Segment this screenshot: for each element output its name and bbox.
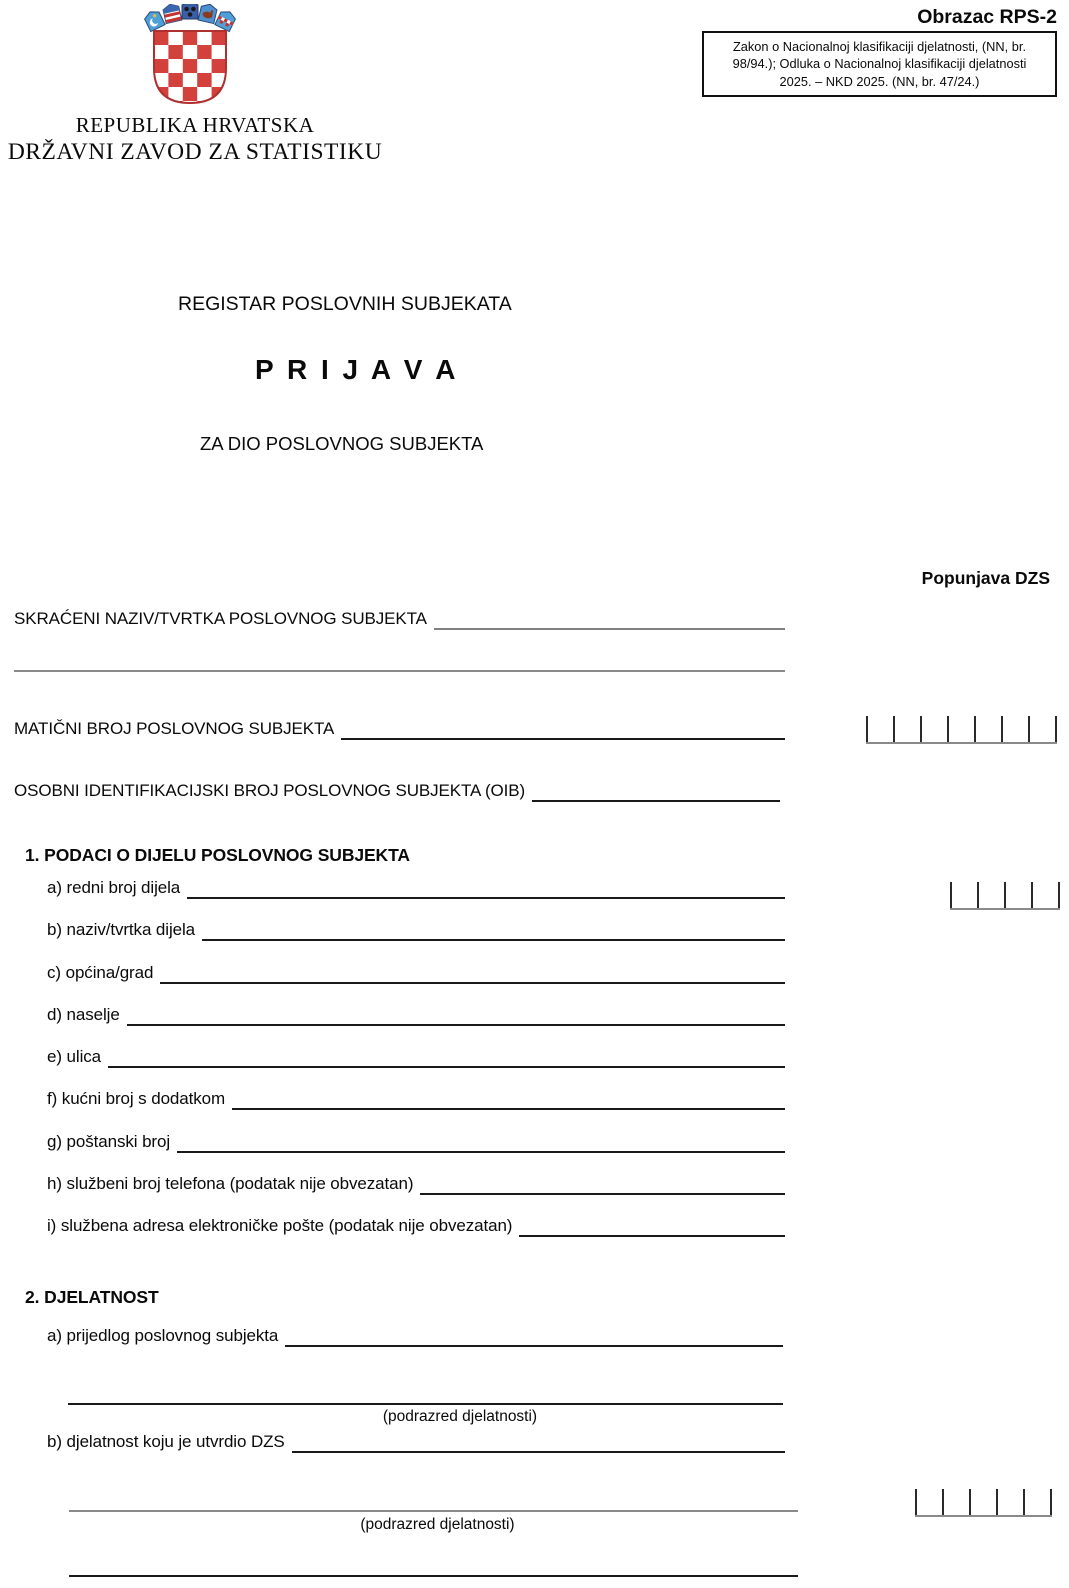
field-label: h) službeni broj telefona (podatak nije obvezatan) — [47, 1174, 414, 1193]
crown-shield-checker-band — [215, 8, 237, 31]
fill-line-djelatnost-continued[interactable] — [69, 1510, 798, 1512]
crown-shield-moon-star — [143, 8, 165, 31]
field-label: e) ulica — [47, 1047, 102, 1066]
field-postanski-broj — [47, 1131, 785, 1153]
digit-cell[interactable] — [1001, 716, 1028, 742]
fill-line[interactable] — [232, 1088, 785, 1110]
form-title: P R I J A V A — [255, 354, 459, 385]
field-label: MATIČNI BROJ POSLOVNOG SUBJEKTA — [14, 719, 335, 738]
section2-title: 2. DJELATNOST — [25, 1287, 159, 1307]
digit-cell[interactable] — [920, 716, 947, 742]
crown-shield-goat — [198, 4, 218, 24]
field-label: b) naziv/tvrtka dijela — [47, 920, 196, 939]
fill-line[interactable] — [160, 962, 785, 984]
checkerboard-shield — [154, 31, 226, 103]
field-adresa-eposte — [47, 1215, 785, 1237]
fill-line[interactable] — [127, 1004, 785, 1026]
digit-cell[interactable] — [915, 1489, 942, 1515]
form-subtitle: ZA DIO POSLOVNOG SUBJEKTA — [200, 433, 484, 454]
croatia-coat-of-arms — [140, 4, 240, 106]
field-label: a) redni broj dijela — [47, 878, 181, 897]
caption-podrazred-djelatnosti-1: (podrazred djelatnosti) — [382, 1408, 538, 1425]
institution-name: DRŽAVNI ZAVOD ZA STATISTIKU — [7, 139, 383, 165]
field-registration-number — [14, 718, 785, 740]
digit-cell[interactable] — [996, 1489, 1023, 1515]
fill-line-short-name-continued[interactable] — [14, 670, 785, 672]
field-label: OSOBNI IDENTIFIKACIJSKI BROJ POSLOVNOG SUBJEKTA (OIB) — [14, 781, 526, 800]
country-name: REPUBLIKA HRVATSKA — [75, 113, 315, 137]
legal-line-2: 98/94.); Odluka o Nacionalnoj klasifikaciji djelatnosti — [732, 56, 1027, 72]
filled-by-dzs-note: Popunjava DZS — [921, 568, 1050, 588]
legal-line-3: 2025. – NKD 2025. (NN, br. 47/24.) — [779, 73, 980, 89]
digit-cell[interactable] — [1031, 882, 1060, 908]
fill-line[interactable] — [285, 1325, 783, 1347]
coat-of-arms-graphic — [140, 4, 240, 106]
fill-line[interactable] — [292, 1431, 785, 1453]
field-label: d) naselje — [47, 1005, 120, 1024]
fill-line[interactable] — [187, 877, 785, 899]
caption-podrazred-djelatnosti-2: (podrazred djelatnosti) — [360, 1516, 515, 1533]
section1-title: 1. PODACI O DIJELU POSLOVNOG SUBJEKTA — [25, 845, 410, 865]
digit-cell[interactable] — [1004, 882, 1031, 908]
legal-line-1: Zakon o Nacionalnoj klasifikaciji djelatnosti, (NN, br. — [732, 39, 1027, 54]
digit-boxes-registration-number[interactable] — [866, 716, 1057, 744]
field-label: b) djelatnost koju je utvrdio DZS — [47, 1432, 285, 1451]
fill-line[interactable] — [177, 1131, 785, 1153]
field-broj-telefona — [47, 1173, 785, 1195]
digit-cell[interactable] — [1023, 1489, 1052, 1515]
fill-line[interactable] — [202, 919, 785, 941]
field-prijedlog-subjekta — [47, 1325, 783, 1347]
digit-cell[interactable] — [1028, 716, 1057, 742]
register-title: REGISTAR POSLOVNIH SUBJEKATA — [178, 293, 512, 315]
fill-line[interactable] — [108, 1046, 785, 1068]
field-label: i) službena adresa elektroničke pošte (podatak nije obvezatan) — [47, 1216, 513, 1235]
crown-shield-stripes — [162, 4, 182, 24]
digit-cell[interactable] — [977, 882, 1004, 908]
field-naziv-tvrtka-dijela — [47, 919, 785, 941]
legal-reference-box — [702, 31, 1057, 97]
field-opcina-grad — [47, 962, 785, 984]
field-label: f) kućni broj s dodatkom — [47, 1089, 226, 1108]
fill-line-prijedlog-continued[interactable] — [68, 1403, 783, 1405]
field-label: SKRAĆENI NAZIV/TVRTKA POSLOVNOG SUBJEKTA — [14, 609, 427, 628]
form-code: Obrazac RPS-2 — [917, 6, 1057, 28]
field-short-name — [14, 608, 785, 630]
field-label: a) prijedlog poslovnog subjekta — [47, 1326, 279, 1345]
field-oib — [14, 780, 780, 802]
crown-shield-leopard-heads — [182, 4, 198, 19]
digit-cell[interactable] — [942, 1489, 969, 1515]
field-label: g) poštanski broj — [47, 1132, 171, 1151]
fill-line-oib[interactable] — [532, 780, 780, 802]
digit-cell[interactable] — [950, 882, 977, 908]
digit-cell[interactable] — [866, 716, 893, 742]
field-naselje — [47, 1004, 785, 1026]
field-redni-broj-dijela — [47, 877, 785, 899]
field-label: c) općina/grad — [47, 963, 154, 982]
digit-boxes-redni-broj[interactable] — [950, 882, 1060, 910]
fill-line[interactable] — [519, 1215, 785, 1237]
digit-cell[interactable] — [947, 716, 974, 742]
digit-boxes-djelatnost[interactable] — [915, 1489, 1052, 1517]
field-kucni-broj — [47, 1088, 785, 1110]
digit-cell[interactable] — [974, 716, 1001, 742]
fill-line-bottom[interactable] — [69, 1575, 798, 1577]
digit-cell[interactable] — [893, 716, 920, 742]
digit-cell[interactable] — [969, 1489, 996, 1515]
fill-line-registration-number[interactable] — [341, 718, 785, 740]
fill-line[interactable] — [420, 1173, 785, 1195]
fill-line-short-name[interactable] — [434, 608, 785, 630]
field-ulica — [47, 1046, 785, 1068]
field-djelatnost-dzs — [47, 1431, 785, 1453]
